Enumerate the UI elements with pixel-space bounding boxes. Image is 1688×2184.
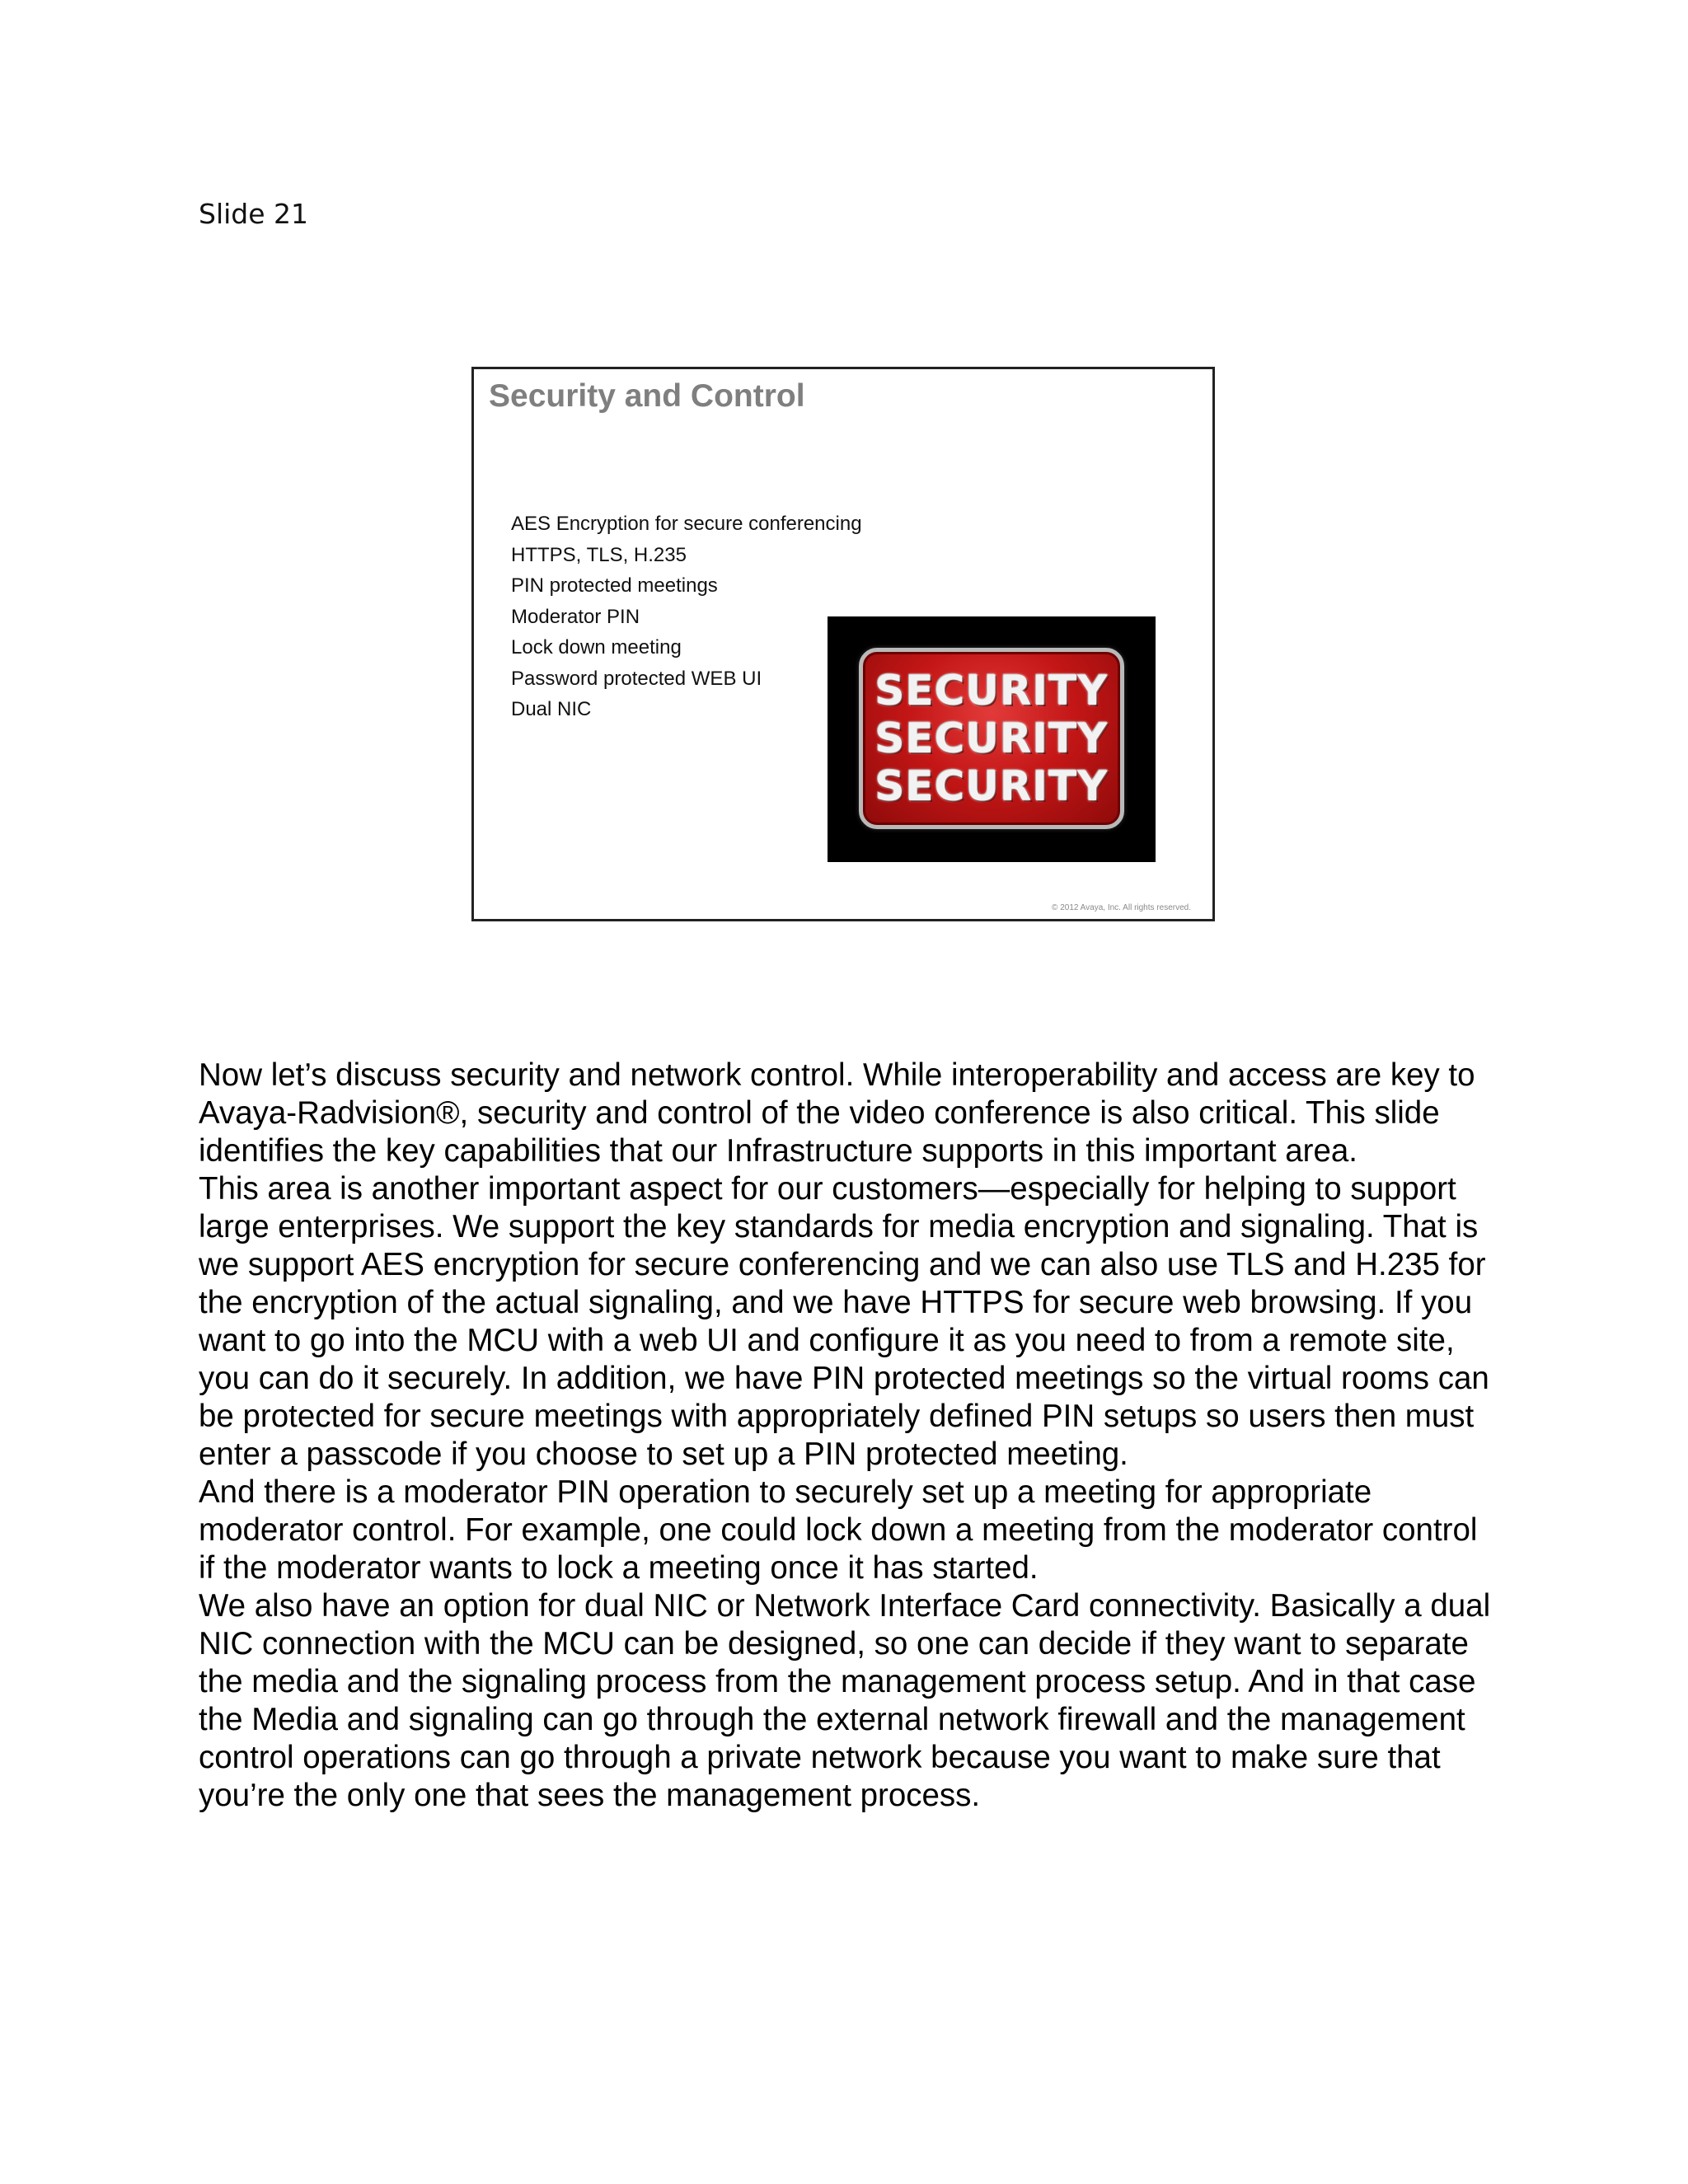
- slide-title: Security and Control: [489, 378, 805, 414]
- slide-thumbnail: [471, 367, 1215, 921]
- notes-paragraph: This area is another important aspect for our customers—especially for helping to support large enterprises. We support the key standards for media encryption and signaling. That is we support AES encryption for secure conferencing and we can also use TLS and H.235 for the encryption of the actual signaling, and we have HTTPS for secure web browsing. If you want to go into the MCU with a web UI and configure it as you need to from a remote site, you can do it securely. In addition, we have PIN protected meetings so the virtual rooms can be protected for secure meetings with appropriately defined PIN setups so users then must enter a passcode if you choose to set up a PIN protected meeting.: [199, 1171, 1489, 1472]
- notes-paragraph: And there is a moderator PIN operation to securely set up a meeting for appropriate moderator control. For example, one could lock down a meeting from the moderator control if the moderator wants to lock a meeting once it has started.: [199, 1474, 1478, 1586]
- bullet-item: Moderator PIN: [511, 605, 640, 628]
- notes-paragraph: Now let’s discuss security and network control. While interoperability and access are key to Avaya-Radvision®, security and control of the video conference is also critical. This slide identifies the key capabilities that our Infrastructure supports in this important area.: [199, 1057, 1475, 1169]
- slide-number-label: Slide 21: [199, 198, 309, 230]
- security-sign-image: [828, 616, 1156, 862]
- slide-bullet-list: [511, 509, 862, 725]
- slide-copyright: © 2012 Avaya, Inc. All rights reserved.: [1052, 903, 1191, 912]
- security-badge: [859, 648, 1124, 829]
- bullet-item: Lock down meeting: [511, 636, 682, 658]
- speaker-notes: [199, 1057, 1501, 1815]
- security-word: SECURITY: [874, 762, 1109, 810]
- bullet-item: Password protected WEB UI: [511, 667, 762, 690]
- notes-paragraph: We also have an option for dual NIC or Network Interface Card connectivity. Basically a dual NIC connection with the MCU can be designed, so one can decide if they want to separate the media and the signaling process from the management process setup. And in that case the Media and signaling can go through the external network firewall and the management control operations can go through a private network because you want to make sure that you’re the only one that sees the management process.: [199, 1588, 1491, 1813]
- security-word: SECURITY: [874, 715, 1109, 762]
- bullet-item: HTTPS, TLS, H.235: [511, 543, 687, 566]
- bullet-item: Dual NIC: [511, 698, 592, 720]
- bullet-item: PIN protected meetings: [511, 574, 718, 597]
- bullet-item: AES Encryption for secure conferencing: [511, 513, 862, 535]
- security-word: SECURITY: [874, 667, 1109, 715]
